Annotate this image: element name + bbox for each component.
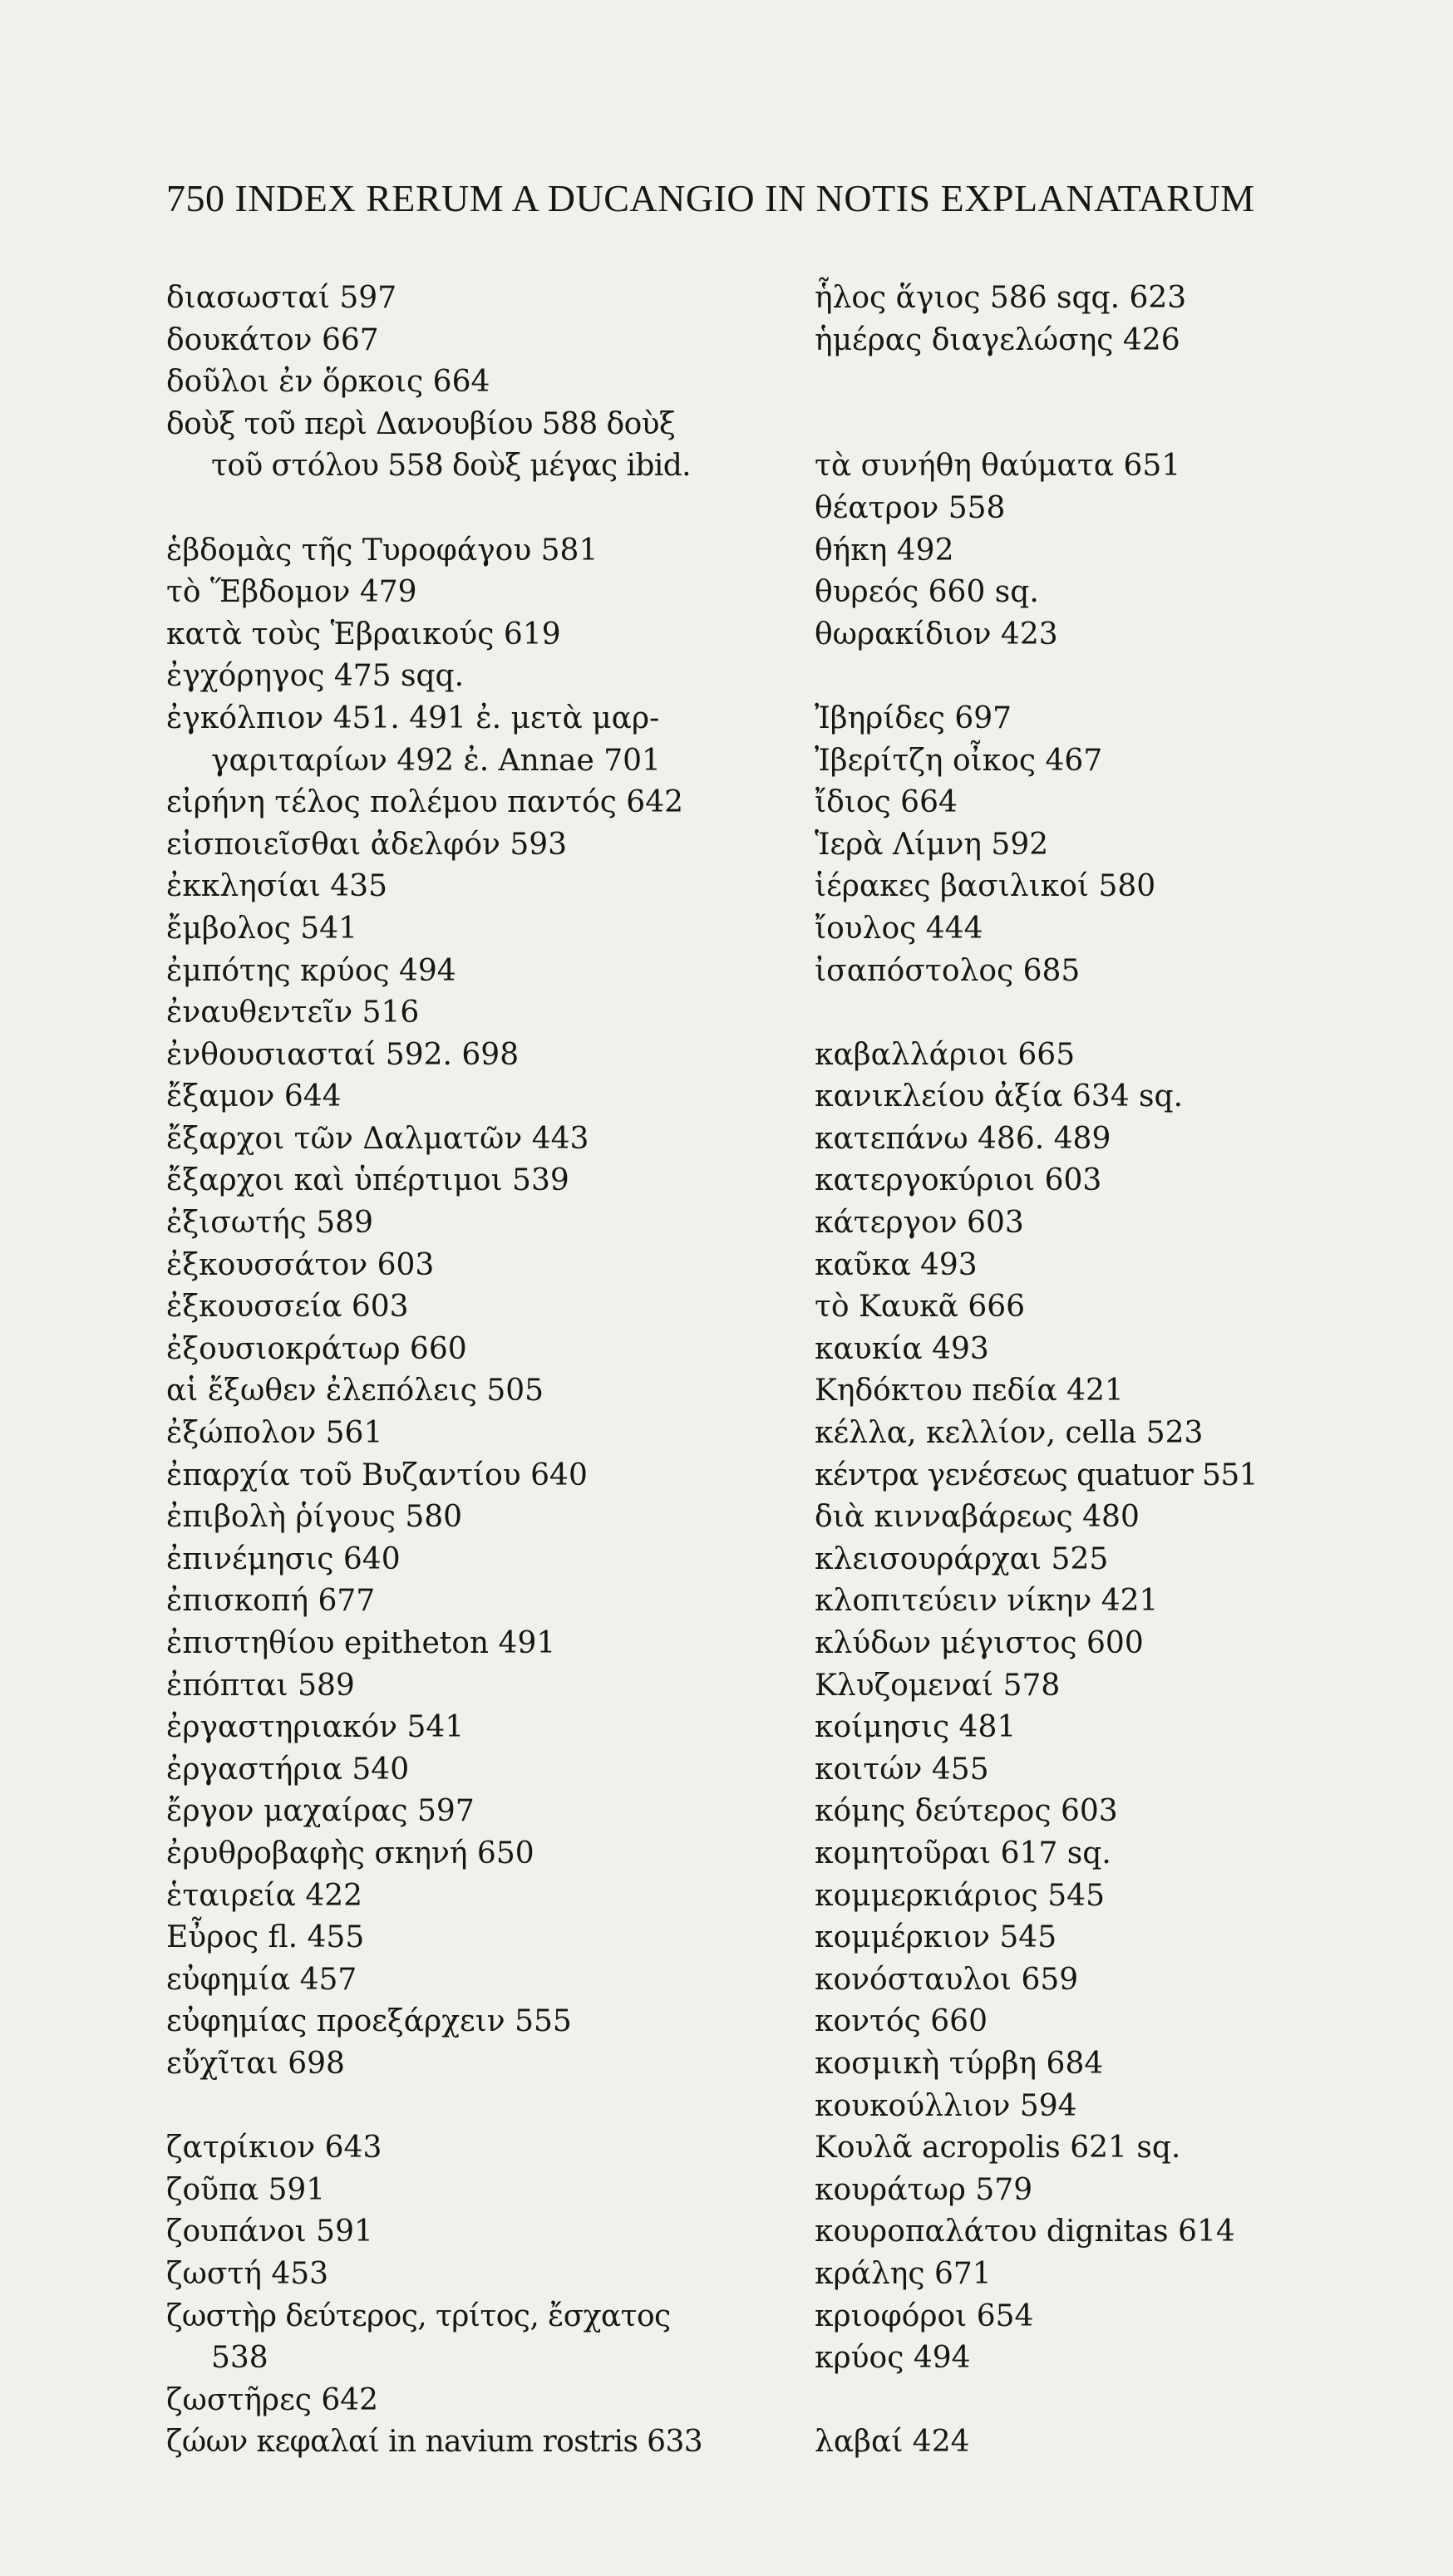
index-entry-continuation: 538 [211, 2341, 268, 2376]
left-column [166, 278, 781, 2464]
index-entry: καῦκα 493 [815, 1247, 978, 1282]
index-entry: κονόσταυλοι 659 [815, 1962, 1079, 1997]
index-entry: κατεργοκύριοι 603 [815, 1163, 1102, 1198]
index-entry: ἐξκουσσεία 603 [166, 1290, 409, 1325]
index-entry: κοντός 660 [815, 2004, 988, 2039]
index-entry: ἐπινέμησις 640 [166, 1541, 401, 1576]
index-entry: ἐκκλησίαι 435 [166, 869, 387, 904]
blank-line [815, 361, 1430, 404]
index-entry: ἑταιρεία 422 [166, 1878, 363, 1913]
index-entry: Κουλᾶ acropolis 621 sq. [815, 2131, 1181, 2166]
index-entry: κανικλείου ἀξία 634 sq. [815, 1079, 1184, 1114]
index-entry: ἐπαρχία τοῦ Βυζαντίου 640 [166, 1458, 588, 1492]
index-entry: κόμης δεύτερος 603 [815, 1794, 1118, 1829]
index-entry: ἐγχόρηγος 475 sqq. [166, 659, 465, 694]
index-entry: δουκάτον 667 [166, 322, 379, 357]
blank-line [166, 2086, 781, 2128]
index-entry: Ἰβηρίδες 697 [815, 701, 1012, 735]
index-entry: τὸ Ἕβδομον 479 [166, 575, 417, 610]
index-entry: κομμέρκιον 545 [815, 1920, 1057, 1955]
index-entry: δοῦλοι ἐν ὅρκοις 664 [166, 365, 490, 400]
index-entry: κοιτών 455 [815, 1752, 989, 1787]
index-entry: ζωστή 453 [166, 2256, 329, 2291]
index-entry: ἐγκόλπιον 451. 491 ἐ. μετὰ μαρ- [166, 701, 660, 735]
running-header: 750 INDEX RERUM A DUCANGIO IN NOTIS EXPLANATARUM [166, 177, 1255, 219]
index-entry: θυρεός 660 sq. [815, 575, 1039, 610]
index-entry: θήκη 492 [815, 533, 954, 568]
index-entry: ζωστὴρ δεύτερος, τρίτος, ἔσχατος [166, 2298, 671, 2333]
index-entry: Κλυζομεναί 578 [815, 1668, 1061, 1703]
index-entry: ἑβδομὰς τῆς Τυροφάγου 581 [166, 533, 598, 568]
index-entry: Κηδόκτου πεδία 421 [815, 1374, 1124, 1408]
index-entry: αἱ ἔξωθεν ἐλεπόλεις 505 [166, 1374, 544, 1408]
index-entry: ζώων κεφαλαί in navium rostris 633 [166, 2425, 703, 2460]
index-entry: κουροπαλάτου dignitas 614 [815, 2215, 1235, 2249]
index-entry: διὰ κινναβάρεως 480 [815, 1500, 1140, 1535]
index-entry: κάτεργον 603 [815, 1206, 1024, 1241]
index-entry-continuation: γαριταρίων 492 ἐ. Annae 701 [211, 743, 661, 778]
index-entry: κλεισουράρχαι 525 [815, 1541, 1109, 1576]
index-entry: κλύδων μέγιστος 600 [815, 1626, 1144, 1660]
index-entry: θωρακίδιον 423 [815, 617, 1058, 651]
index-entry: κέντρα γενέσεως quatuor 551 [815, 1458, 1258, 1492]
index-entry: εἰρήνη τέλος πολέμου παντός 642 [166, 785, 684, 820]
index-entry: κατεπάνω 486. 489 [815, 1121, 1111, 1156]
index-entry: ἔξαμον 644 [166, 1079, 342, 1114]
index-entry: εὐφημίας προεξάρχειν 555 [166, 2004, 572, 2039]
index-entry-continuation: τοῦ στόλου 558 δοὺξ μέγας ibid. [211, 449, 691, 484]
index-entry: τὰ συνήθη θαύματα 651 [815, 449, 1181, 484]
index-entry: ἔργον μαχαίρας 597 [166, 1794, 475, 1829]
blank-line [815, 404, 1430, 446]
index-entry: ἐνθουσιασταί 592. 698 [166, 1037, 520, 1072]
index-entry: κοσμικὴ τύρβη 684 [815, 2046, 1104, 2081]
index-entry: κατὰ τοὺς Ἑβραικούς 619 [166, 617, 561, 651]
index-entry: ἰσαπόστολος 685 [815, 953, 1081, 988]
index-entry: ἐπισκοπή 677 [166, 1584, 376, 1619]
index-entry: κλοπιτεύειν νίκην 421 [815, 1584, 1159, 1619]
index-entry: ἡμέρας διαγελώσης 426 [815, 322, 1180, 357]
index-entry: ζουπάνοι 591 [166, 2215, 373, 2249]
blank-line [815, 2380, 1430, 2422]
index-entry: κουράτωρ 579 [815, 2172, 1033, 2207]
index-entry: εὔχῖται 698 [166, 2046, 345, 2081]
index-entry: ζωστῆρες 642 [166, 2382, 379, 2417]
index-entry: θέατρον 558 [815, 490, 1006, 525]
index-entry: Ἱερὰ Λίμνη 592 [815, 827, 1049, 862]
index-entry: ἔξαρχοι τῶν Δαλματῶν 443 [166, 1121, 589, 1156]
index-entry: εἰσποιεῖσθαι ἀδελφόν 593 [166, 827, 568, 862]
index-entry: λαβαί 424 [815, 2425, 970, 2460]
index-entry: δοὺξ τοῦ περὶ Δανουβίου 588 δοὺξ [166, 406, 676, 441]
index-entry: ἔξαρχοι καὶ ὑπέρτιμοι 539 [166, 1163, 569, 1198]
index-entry: ἴδιος 664 [815, 785, 958, 820]
index-entry: ἴουλος 444 [815, 911, 983, 946]
index-entry: Εὖρος fl. 455 [166, 1920, 365, 1955]
index-entry: ἐξώπολον 561 [166, 1416, 383, 1451]
index-entry: καβαλλάριοι 665 [815, 1037, 1076, 1072]
right-column [815, 278, 1430, 2464]
index-entry: ἐξουσιοκράτωρ 660 [166, 1331, 467, 1366]
index-entry: κομμερκιάριος 545 [815, 1878, 1105, 1913]
blank-line [815, 656, 1430, 698]
index-entry: ἐπιστηθίου epitheton 491 [166, 1626, 556, 1660]
index-entry: ἔμβολος 541 [166, 911, 358, 946]
blank-line [166, 488, 781, 530]
index-entry: κοίμησις 481 [815, 1710, 1017, 1745]
index-entry: ζατρίκιον 643 [166, 2131, 382, 2166]
index-entry: κρύος 494 [815, 2341, 971, 2376]
index-entry: ἧλος ἅγιος 586 sqq. 623 [815, 281, 1187, 315]
index-entry: ἐργαστηριακόν 541 [166, 1710, 465, 1745]
index-entry: ἐξκουσσάτον 603 [166, 1247, 435, 1282]
index-entry: ζοῦπα 591 [166, 2172, 326, 2207]
index-entry: ἐπόπται 589 [166, 1668, 355, 1703]
index-entry: ἐξισωτής 589 [166, 1206, 373, 1241]
index-entry: καυκία 493 [815, 1331, 989, 1366]
index-entry: ἐπιβολὴ ῥίγους 580 [166, 1500, 463, 1535]
index-entry: κομητοῦραι 617 sq. [815, 1836, 1111, 1871]
index-entry: Ἰβερίτζη οἶκος 467 [815, 743, 1103, 778]
index-entry: κουκούλλιον 594 [815, 2088, 1077, 2123]
index-entry: διασωσταί 597 [166, 281, 397, 315]
index-entry: ἐμπότης κρύος 494 [166, 953, 456, 988]
blank-line [815, 992, 1430, 1035]
index-entry: ἐναυθεντεῖν 516 [166, 995, 420, 1030]
index-entry: κέλλα, κελλίον, cella 523 [815, 1416, 1204, 1451]
index-entry: ἱέρακες βασιλικοί 580 [815, 869, 1156, 904]
index-entry: κράλης 671 [815, 2256, 992, 2291]
index-entry: ἐρυθροβαφὴς σκηνή 650 [166, 1836, 534, 1871]
index-entry: κριοφόροι 654 [815, 2298, 1034, 2333]
index-entry: ἐργαστήρια 540 [166, 1752, 410, 1787]
index-entry: τὸ Καυκᾶ 666 [815, 1290, 1026, 1325]
index-entry: εὐφημία 457 [166, 1962, 357, 1997]
